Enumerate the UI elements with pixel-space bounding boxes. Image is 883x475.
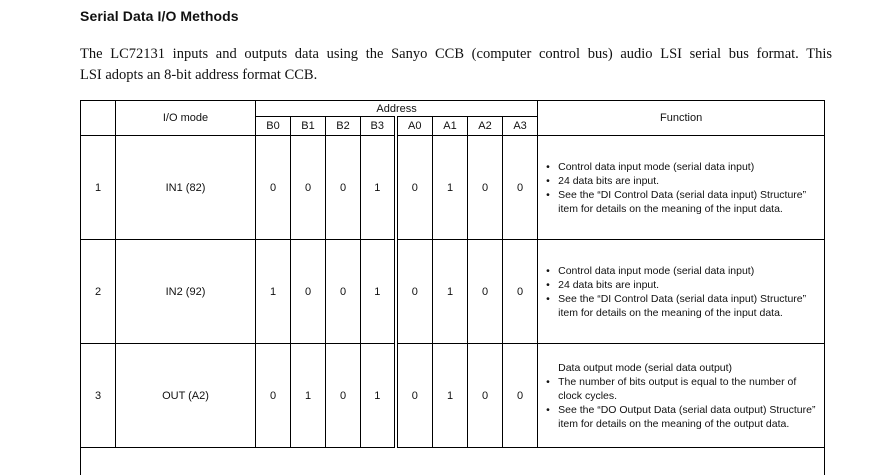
function-text: Data output mode (serial data output) [558, 361, 733, 374]
io-methods-table [80, 100, 825, 475]
bit-cell-a2: 0 [468, 136, 503, 240]
function-item [546, 264, 818, 278]
function-text: See the “DI Control Data (serial data input) Structure” item for details on the meaning of the input data. [558, 292, 807, 319]
bit-cell-a1: 1 [433, 344, 468, 448]
header-bit-a1: A1 [433, 117, 468, 136]
bit-cell-b2: 0 [326, 344, 361, 448]
function-item [546, 160, 818, 174]
header-function: Function [538, 101, 825, 136]
bit-cell-b1: 0 [291, 136, 326, 240]
bit-cell-b1: 0 [291, 240, 326, 344]
function-text: 24 data bits are input. [558, 174, 660, 187]
bullet-marker: • [546, 174, 550, 187]
table-row-3 [81, 344, 825, 448]
row-number-cell: 3 [81, 344, 116, 448]
bit-cell-a1: 1 [433, 240, 468, 344]
function-item [546, 375, 818, 403]
section-title: Serial Data I/O Methods [80, 8, 239, 24]
bullet-marker: • [546, 264, 550, 277]
table-row-2 [81, 240, 825, 344]
bullet-marker: • [546, 375, 550, 388]
header-bit-b0: B0 [256, 117, 291, 136]
header-bit-b1: B1 [291, 117, 326, 136]
bit-cell-a0: 0 [396, 344, 433, 448]
header-bit-a0: A0 [396, 117, 433, 136]
io-mode-cell: OUT (A2) [116, 344, 256, 448]
bit-cell-b0: 1 [256, 240, 291, 344]
header-address: Address [256, 101, 538, 117]
bit-cell-a3: 0 [503, 240, 538, 344]
function-text: See the “DI Control Data (serial data input) Structure” item for details on the meaning of the input data. [558, 188, 807, 215]
row-number-cell: 1 [81, 136, 116, 240]
function-text: See the “DO Output Data (serial data output) Structure” item for details on the meaning of the output data. [558, 403, 816, 430]
bit-cell-b0: 0 [256, 136, 291, 240]
function-item [546, 174, 818, 188]
bit-cell-a2: 0 [468, 240, 503, 344]
function-item [546, 403, 818, 431]
table-row-4-cutoff [81, 448, 825, 475]
io-mode-cell: IN1 (82) [116, 136, 256, 240]
function-text: 24 data bits are input. [558, 278, 660, 291]
bit-cell-a3: 0 [503, 136, 538, 240]
bit-cell-b3: 1 [361, 344, 396, 448]
bit-cell-a0: 0 [396, 136, 433, 240]
bit-cell-b0: 0 [256, 344, 291, 448]
bit-cell-b3: 1 [361, 136, 396, 240]
function-text: Control data input mode (serial data input) [558, 160, 755, 173]
bullet-marker: • [546, 403, 550, 416]
bit-cell-a2: 0 [468, 344, 503, 448]
function-cell [538, 240, 825, 344]
table-row-1 [81, 136, 825, 240]
function-item [546, 361, 818, 375]
header-bit-a2: A2 [468, 117, 503, 136]
intro-line-2: LSI adopts an 8-bit address format CCB. [80, 66, 318, 83]
function-text: The number of bits output is equal to the number of clock cycles. [558, 375, 797, 402]
bullet-marker: • [546, 278, 550, 291]
function-text: Control data input mode (serial data input) [558, 264, 755, 277]
header-bit-b3: B3 [361, 117, 396, 136]
function-cell [538, 136, 825, 240]
bullet-marker: • [546, 188, 550, 201]
bullet-marker: • [546, 292, 550, 305]
bit-cell-b2: 0 [326, 136, 361, 240]
bit-cell-a3: 0 [503, 344, 538, 448]
intro-line-1: The LC72131 inputs and outputs data using the Sanyo CCB (computer control bus) audio LSI serial bus format. This [80, 46, 832, 62]
function-item [546, 188, 818, 216]
header-io-mode: I/O mode [116, 101, 256, 136]
bit-cell-a1: 1 [433, 136, 468, 240]
bit-cell-b1: 1 [291, 344, 326, 448]
header-bit-b2: B2 [326, 117, 361, 136]
header-bit-a3: A3 [503, 117, 538, 136]
bit-cell-a0: 0 [396, 240, 433, 344]
bit-cell-b3: 1 [361, 240, 396, 344]
io-mode-cell: IN2 (92) [116, 240, 256, 344]
row-number-cell: 2 [81, 240, 116, 344]
bullet-marker: • [546, 160, 550, 173]
function-item [546, 278, 818, 292]
function-cell [538, 344, 825, 448]
bit-cell-b2: 0 [326, 240, 361, 344]
header-row-number [81, 101, 116, 136]
function-item [546, 292, 818, 320]
intro-paragraph [80, 44, 832, 85]
empty-continuation-cell [81, 448, 825, 475]
